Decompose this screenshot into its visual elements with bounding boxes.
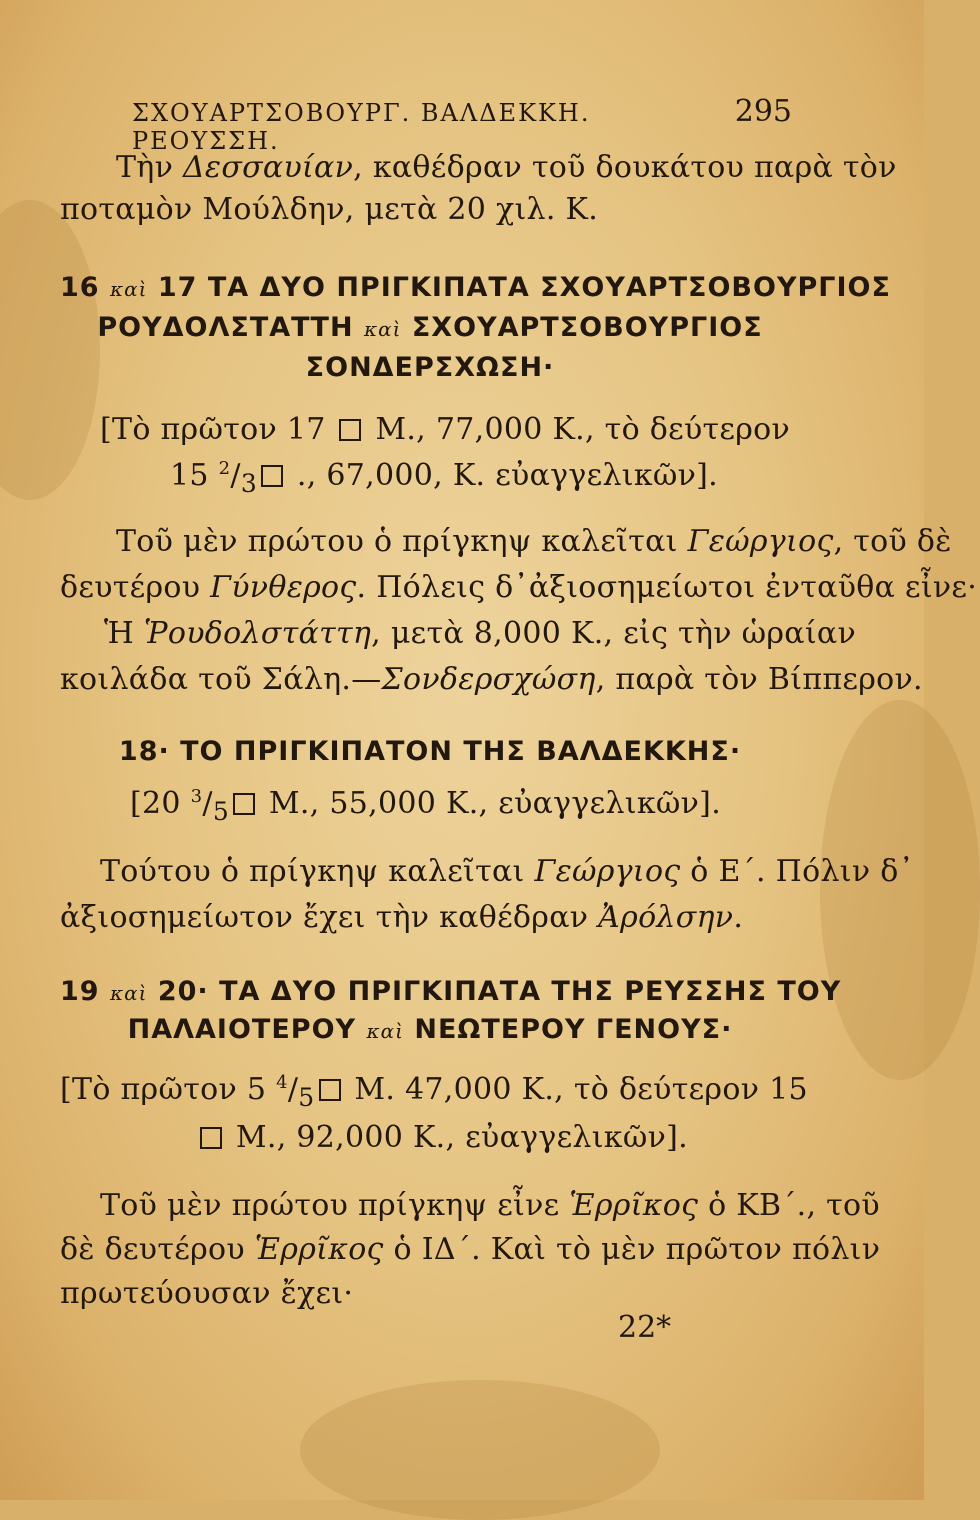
running-head-title: ΣΧΟΥΑΡΤΣΟΒΟΥΡΓ. ΒΑΛΔΕΚΚΗ. ΡΕΟΥΣΣΗ. [132,99,591,155]
intro-line-1: Τὴν Δεσσαυίαν, καθέδραν τοῦ δουκάτου παρὰ τὸν [116,150,897,185]
page-number: 295 [734,94,792,129]
stats-line: 15 $^2/_3$ ., 67,000, Κ. εὐαγγελικῶν]. [170,458,719,498]
paragraph-line: Τοῦ μὲν πρώτου πρίγκηψ εἶνε Ἑρρῖκος ὁ ΚΒ΄., τοῦ [100,1188,880,1223]
section-heading: ΣΟΝΔΕΡΣΧΩΣΗ· [305,352,555,383]
paper-stain [0,200,100,500]
square-symbol-icon [200,1127,222,1149]
paragraph-line: Ἡ Ῥουδολστάττη, μετὰ 8,000 Κ., εἰς τὴν ὡραίαν [104,616,857,651]
stats-line: [20 $^3/_5$ Μ., 55,000 Κ., εὐαγγελικῶν]. [130,786,722,826]
square-symbol-icon [261,465,283,487]
section-heading: 19 καὶ 20· ΤΑ ΔΥΟ ΠΡΙΓΚΙΠΑΤΑ ΤΗΣ ΡΕΥΣΣΗΣ ΤΟΥ [60,976,842,1007]
square-symbol-icon [319,1079,341,1101]
paragraph-line: κοιλάδα τοῦ Σάλη.—Σονδερσχώση, παρὰ τὸν Βίππερον. [60,662,923,697]
paragraph-line: δὲ δευτέρου Ἑρρῖκος ὁ ΙΔ΄. Καὶ τὸ μὲν πρῶτον πόλιν [60,1232,881,1267]
paragraph-line: Τούτου ὁ πρίγκηψ καλεῖται Γεώργιος ὁ Ε΄. Πόλιν δ᾽ [100,854,914,889]
stats-line: Μ., 92,000 Κ., εὐαγγελικῶν]. [196,1120,688,1155]
section-heading: ΡΟΥΔΟΛΣΤΑΤΤΗ καὶ ΣΧΟΥΑΡΤΣΟΒΟΥΡΓΙΟΣ [97,312,763,343]
paragraph-line: ἀξιοσημείωτον ἔχει τὴν καθέδραν Ἀρόλσην. [60,900,744,935]
stats-line: [Τὸ πρῶτον 17 Μ., 77,000 Κ., τὸ δεύτερον [100,412,791,447]
running-head [132,94,792,155]
square-symbol-icon [339,419,361,441]
section-heading: 18· ΤΟ ΠΡΙΓΚΙΠΑΤΟΝ ΤΗΣ ΒΑΛΔΕΚΚΗΣ· [118,736,742,767]
stats-line: [Τὸ πρῶτον 5 $^4/_5$ Μ. 47,000 Κ., τὸ δεύτερον 15 [60,1072,808,1112]
section-heading: 16 καὶ 17 ΤΑ ΔΥΟ ΠΡΙΓΚΙΠΑΤΑ ΣΧΟΥΑΡΤΣΟΒΟΥΡΓΙΟΣ [60,272,891,303]
square-symbol-icon [233,793,255,815]
paper-stain [820,700,980,1080]
intro-line-2: ποταμὸν Μούλδην, μετὰ 20 χιλ. Κ. [60,192,599,227]
paragraph-line: δευτέρου Γύνθερος. Πόλεις δ᾽ἀξιοσημείωτοι ἐνταῦθα εἶνε· [60,570,978,605]
paragraph-line: Τοῦ μὲν πρώτου ὁ πρίγκηψ καλεῖται Γεώργιος, τοῦ δὲ [116,524,952,559]
paper-stain [300,1380,660,1520]
section-heading: ΠΑΛΑΙΟΤΕΡΟΥ καὶ ΝΕΩΤΕΡΟΥ ΓΕΝΟΥΣ· [127,1014,733,1045]
paragraph-line: πρωτεύουσαν ἔχει· [60,1276,354,1311]
signature-mark: 22* [618,1310,672,1345]
